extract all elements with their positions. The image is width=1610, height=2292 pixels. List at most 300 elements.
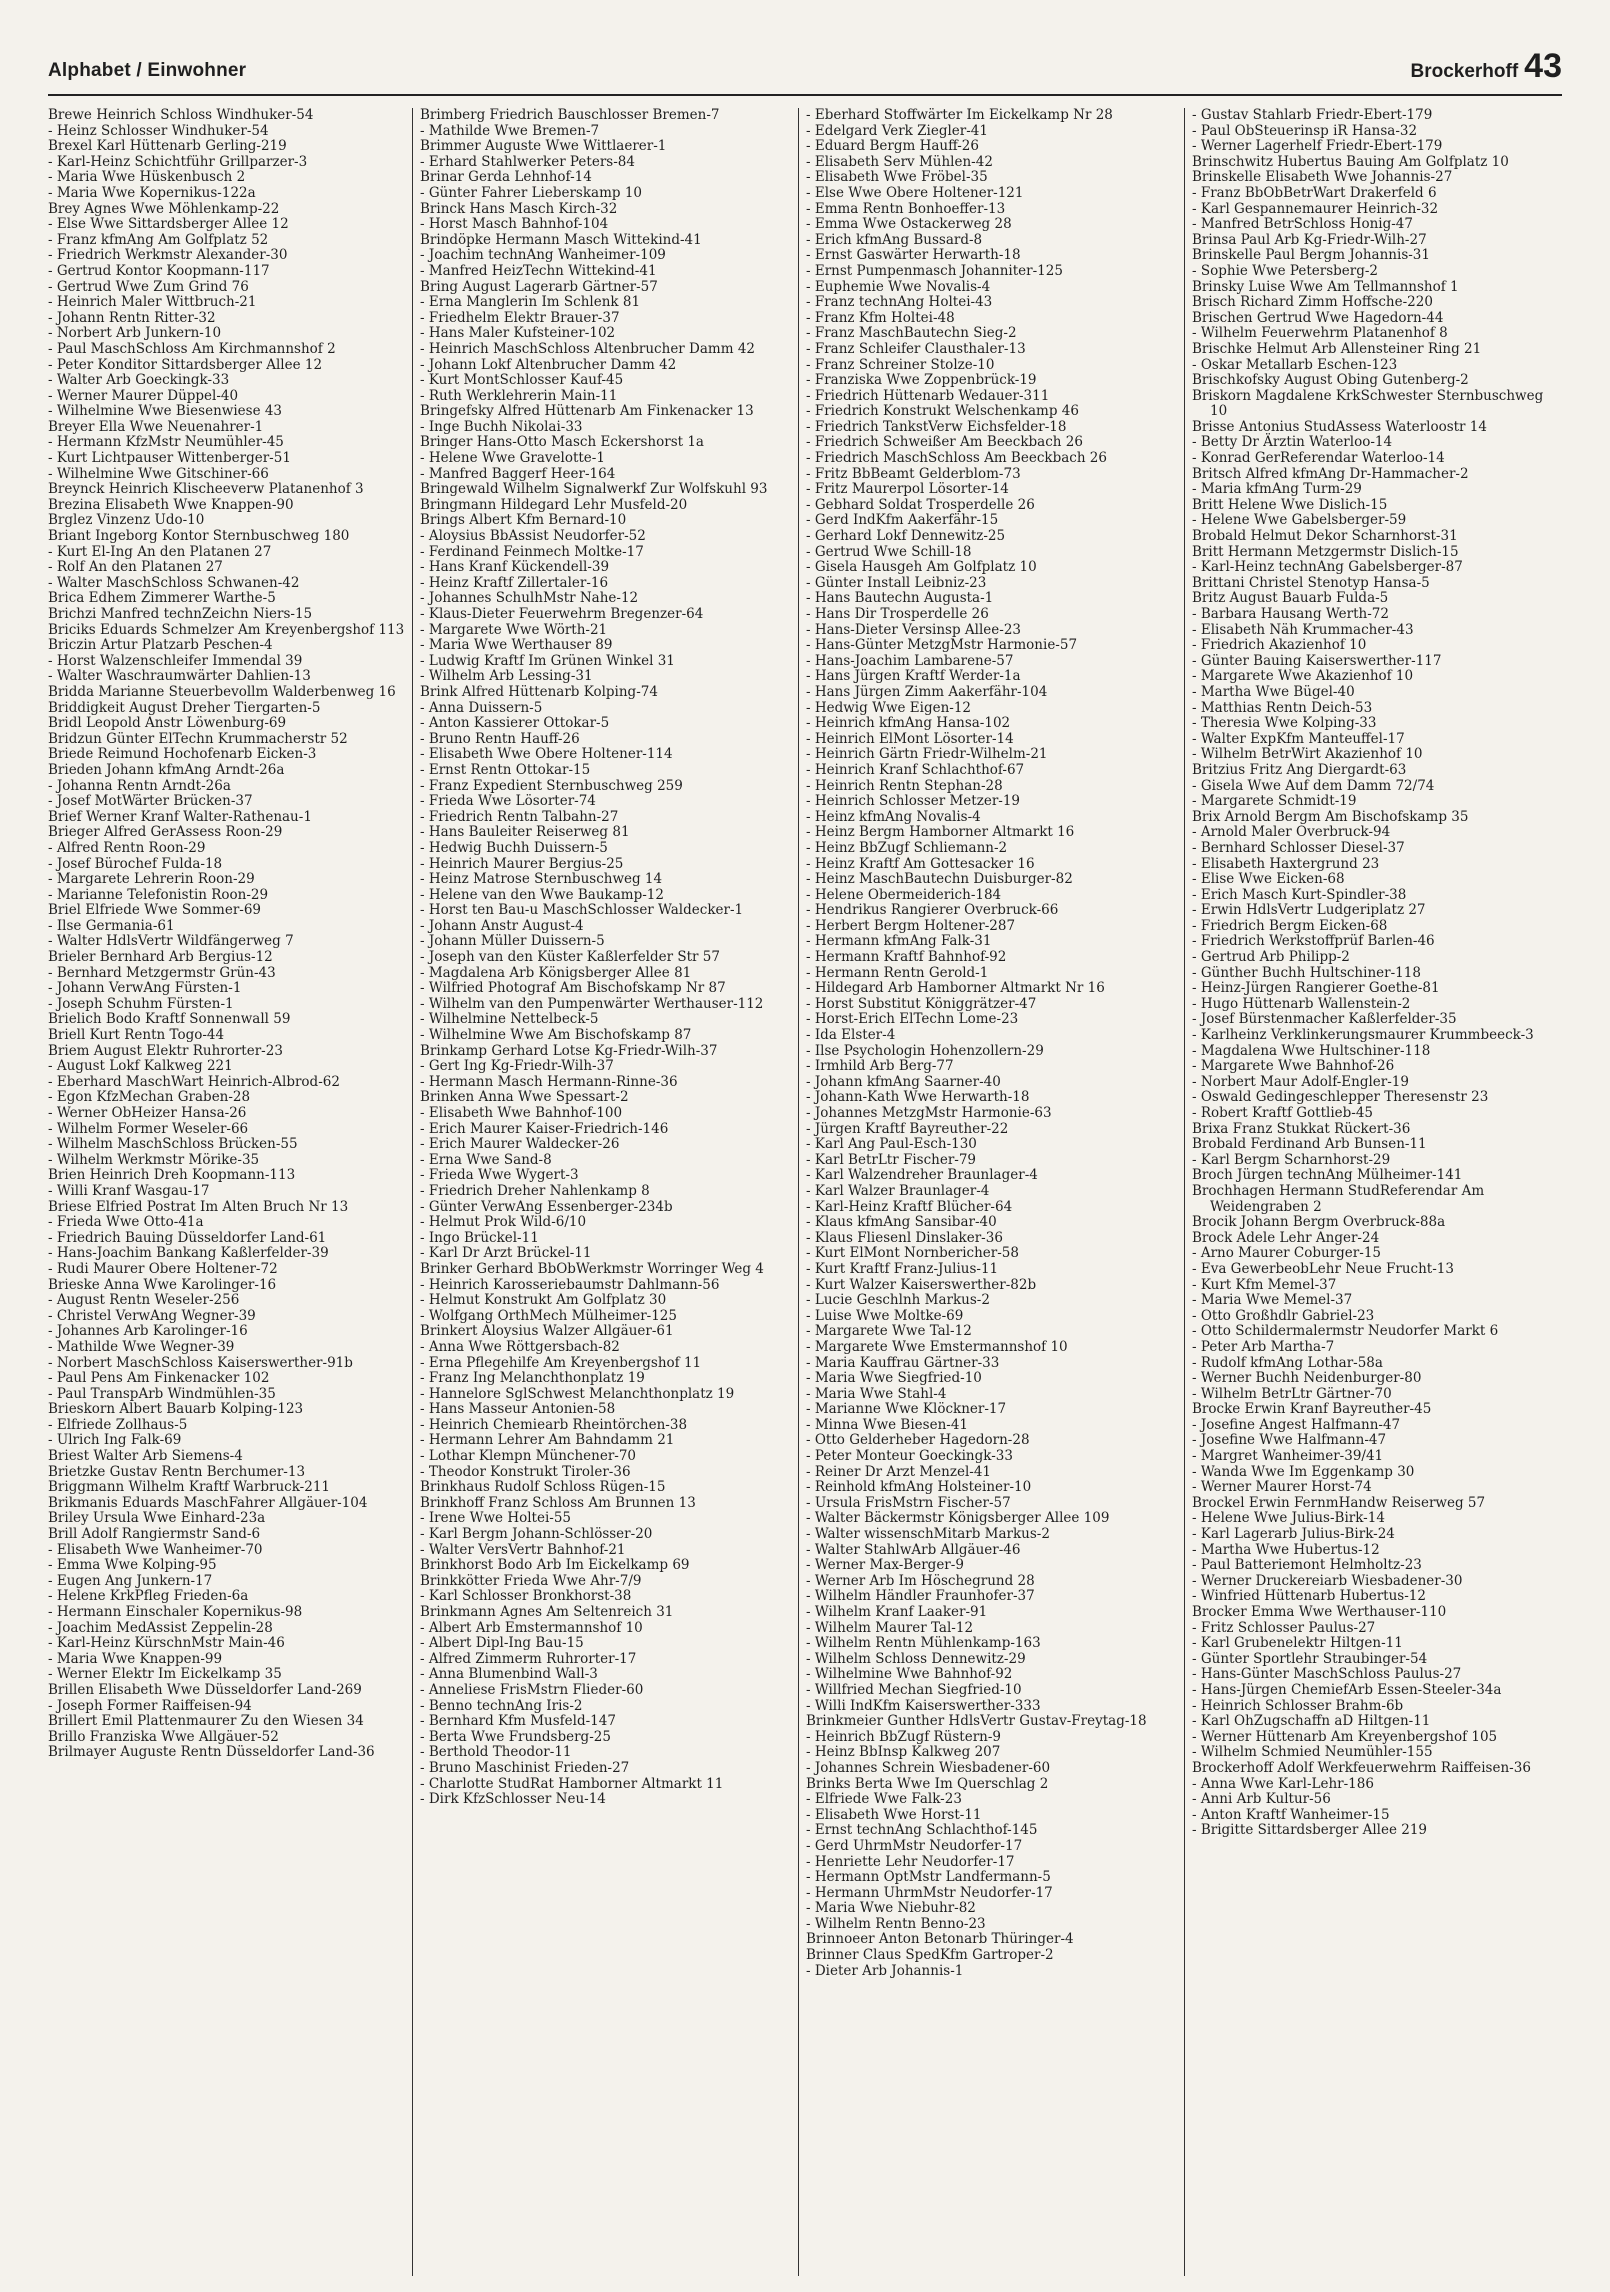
directory-entry: Brilmayer Auguste Rentn Düsseldorfer Land-36 xyxy=(48,1744,375,1761)
directory-entry: - Karl Lagerarb Julius-Birk-24 xyxy=(1192,1526,1395,1543)
directory-entry: Briel Elfriede Wwe Sommer-69 xyxy=(48,902,262,919)
directory-entry: - Günther Buchh Hultschiner-118 xyxy=(1192,964,1421,981)
directory-entry: - Bruno Maschinist Frieden-27 xyxy=(420,1759,630,1776)
directory-entry: - Karl OhZugschaffn aD Hiltgen-11 xyxy=(1192,1713,1431,1730)
directory-entry: - Johann-Kath Wwe Herwarth-18 xyxy=(806,1089,1030,1106)
directory-entry: Brillert Emil Plattenmaurer Zu den Wiesen 34 xyxy=(48,1713,364,1730)
directory-entry: - Hans-Joachim Lambarene-57 xyxy=(806,652,1014,669)
directory-entry: Briciks Eduards Schmelzer Am Kreyenbergshof 113 xyxy=(48,621,405,638)
directory-entry: - Erna Pflegehilfe Am Kreyenbergshof 11 xyxy=(420,1354,702,1371)
directory-entry: - Mathilde Wwe Bremen-7 xyxy=(420,122,600,139)
directory-entry: Brock Adele Lehr Anger-24 xyxy=(1192,1229,1380,1246)
directory-entry: - Gerd UhrmMstr Neudorfer-17 xyxy=(806,1837,1023,1854)
directory-entry: - Joseph van den Küster Kaßlerfelder Str 57 xyxy=(420,949,720,966)
directory-entry: - Friedrich MaschSchloss Am Beeckbach 26 xyxy=(806,450,1107,467)
directory-entry: - Margarete Wwe Wörth-21 xyxy=(420,621,608,638)
directory-entry: - Heinrich Gärtn Friedr-Wilhelm-21 xyxy=(806,746,1048,763)
directory-entry: - Else Wwe Obere Holtener-121 xyxy=(806,184,1024,201)
directory-entry: Brielich Bodo Kraftf Sonnenwall 59 xyxy=(48,1011,291,1028)
directory-entry: - Paul Batteriemont Helmholtz-23 xyxy=(1192,1557,1422,1574)
directory-entry: - Margarete Lehrerin Roon-29 xyxy=(48,871,255,888)
directory-entry: - Heinrich MaschSchloss Altenbrucher Damm 42 xyxy=(420,340,755,357)
directory-entry: - Rolf An den Platanen 27 xyxy=(48,559,223,576)
directory-entry: - Anton Kassierer Ottokar-5 xyxy=(420,715,610,732)
directory-entry: Briczin Artur Platzarb Peschen-4 xyxy=(48,637,273,654)
directory-entry: - Josef Bürstenmacher Kaßlerfelder-35 xyxy=(1192,1011,1457,1028)
directory-entry: - Maria kfmAng Turm-29 xyxy=(1192,481,1362,498)
directory-entry: - Johann Rentn Ritter-32 xyxy=(48,309,216,326)
directory-entry: - Eugen Ang Junkern-17 xyxy=(48,1572,213,1589)
directory-entry: - Werner Druckereiarb Wiesbadener-30 xyxy=(1192,1572,1463,1589)
directory-entry: Bringewald Wilhelm Signalwerkf Zur Wolfskuhl 93 xyxy=(420,481,768,498)
directory-entry: - Kurt Lichtpauser Wittenberger-51 xyxy=(48,450,291,467)
directory-entry: Brinkamp Gerhard Lotse Kg-Friedr-Wilh-37 xyxy=(420,1042,718,1059)
directory-entry: - Franz MaschBautechn Sieg-2 xyxy=(806,325,1017,342)
directory-entry: - Hugo Hüttenarb Wallenstein-2 xyxy=(1192,995,1411,1012)
directory-entry: - Heinrich kfmAng Hansa-102 xyxy=(806,715,1011,732)
directory-entry: - Benno technAng Iris-2 xyxy=(420,1697,583,1714)
directory-entry: Brittani Christel Stenotyp Hansa-5 xyxy=(1192,574,1430,591)
directory-entry: - Barbara Hausang Werth-72 xyxy=(1192,606,1389,622)
directory-entry: - Albert Arb Emstermannshof 10 xyxy=(420,1619,643,1636)
directory-entry: - Hermann KfzMstr Neumühler-45 xyxy=(48,434,284,451)
directory-entry: Brocke Erwin Kranf Bayreuther-45 xyxy=(1192,1401,1432,1418)
directory-entry: - Ilse Psychologin Hohenzollern-29 xyxy=(806,1042,1044,1059)
directory-entry: - Hans Maler Kufsteiner-102 xyxy=(420,325,616,342)
directory-entry: - Karl Bergm Scharnhorst-29 xyxy=(1192,1151,1391,1168)
directory-entry: - Walter HdlsVertr Wildfängerweg 7 xyxy=(48,933,294,950)
directory-entry: - Peter Arb Martha-7 xyxy=(1192,1338,1335,1355)
directory-entry: - Werner Lagerhelf Friedr-Ebert-179 xyxy=(1192,138,1443,155)
directory-entry: - Eberhard Stoffwärter Im Eickelkamp Nr 28 xyxy=(806,108,1113,123)
directory-entry: Brischen Gertrud Wwe Hagedorn-44 xyxy=(1192,309,1444,326)
directory-entry: - Heinz BbInsp Kalkweg 207 xyxy=(806,1744,1001,1761)
directory-entry: - Heinz Bergm Hamborner Altmarkt 16 xyxy=(806,824,1075,841)
directory-entry: Brobald Ferdinand Arb Bunsen-11 xyxy=(1192,1136,1427,1153)
directory-entry: - Martha Wwe Hubertus-12 xyxy=(1192,1541,1380,1558)
directory-entry: - Gisela Hausgeh Am Golfplatz 10 xyxy=(806,559,1037,576)
directory-entry: - Anna Wwe Karl-Lehr-186 xyxy=(1192,1775,1374,1792)
directory-entry: - Friedrich Schweißer Am Beeckbach 26 xyxy=(806,434,1083,451)
directory-entry: - Hermann kfmAng Falk-31 xyxy=(806,933,992,950)
directory-entry: - Betty Dr Ärztin Waterloo-14 xyxy=(1192,434,1393,451)
directory-entry: - Friedrich Akazienhof 10 xyxy=(1192,637,1367,654)
directory-entry: - Karl-Heinz KürschnMstr Main-46 xyxy=(48,1635,285,1652)
directory-entry: - Heinrich Schlosser Brahm-6b xyxy=(1192,1697,1404,1714)
directory-entry: - Wilhelm Werkmstr Mörike-35 xyxy=(48,1151,260,1168)
directory-entry: - Werner Maurer Horst-74 xyxy=(1192,1479,1372,1496)
directory-entry: - Walter MaschSchloss Schwanen-42 xyxy=(48,574,300,591)
column-divider xyxy=(1184,108,1185,2276)
directory-entry: Brocker Emma Wwe Werthauser-110 xyxy=(1192,1604,1447,1620)
directory-entry: - Otto Gelderheber Hagedorn-28 xyxy=(806,1432,1030,1449)
directory-entry: - Karl Schlosser Bronkhorst-38 xyxy=(420,1588,632,1605)
directory-entry: Brinker Gerhard BbObWerkmstr Worringer Weg 4 xyxy=(420,1260,764,1277)
directory-entry: - Elisabeth Haxtergrund 23 xyxy=(1192,855,1380,872)
directory-entry: - Franziska Wwe Zoppenbrück-19 xyxy=(806,372,1037,389)
directory-entry: - Erich Maurer Waldecker-26 xyxy=(420,1136,620,1153)
directory-entry: - Manfred HeizTechn Wittekind-41 xyxy=(420,262,657,279)
directory-entry: Bridl Leopold Anstr Löwenburg-69 xyxy=(48,715,287,732)
directory-entry: - Werner Arb Im Höschegrund 28 xyxy=(806,1572,1035,1589)
directory-entry: Brix Arnold Bergm Am Bischofskamp 35 xyxy=(1192,808,1469,825)
directory-entry: - Heinrich Chemiearb Rheintörchen-38 xyxy=(420,1416,688,1433)
directory-entry: - Helene Wwe Gabelsberger-59 xyxy=(1192,512,1407,529)
directory-entry: - Walter Bäckermstr Königsberger Allee 109 xyxy=(806,1510,1110,1527)
directory-entry: - Kurt Kraftf Franz-Julius-11 xyxy=(806,1260,999,1277)
directory-entry: - Joseph Former Raiffeisen-94 xyxy=(48,1697,252,1714)
directory-entry: - Horst Walzenschleifer Immendal 39 xyxy=(48,652,303,669)
directory-entry: - Gert Ing Kg-Friedr-Wilh-37 xyxy=(420,1058,614,1075)
directory-entry: Breyer Ella Wwe Neuenahrer-1 xyxy=(48,418,264,435)
directory-entry: - Friedrich Werkmstr Alexander-30 xyxy=(48,247,288,264)
directory-entry: - Gerhard Lokf Dennewitz-25 xyxy=(806,528,1006,545)
directory-entry: Brichzi Manfred technZeichn Niers-15 xyxy=(48,606,313,622)
directory-entry: - Franz BbObBetrWart Drakerfeld 6 xyxy=(1192,184,1437,201)
directory-entry: Brocik Johann Bergm Overbruck-88a xyxy=(1192,1214,1446,1231)
directory-entry: - Jürgen Kraftf Bayreuther-22 xyxy=(806,1120,1009,1137)
directory-entry: Brien Heinrich Dreh Koopmann-113 xyxy=(48,1167,296,1184)
directory-entry: - Johannes Schrein Wiesbadener-60 xyxy=(806,1759,1051,1776)
directory-entry: - Hans Dir Trosperdelle 26 xyxy=(806,606,989,622)
directory-entry: - Hans-Joachim Bankang Kaßlerfelder-39 xyxy=(48,1245,329,1262)
directory-entry: - Margarete Wwe Emstermannshof 10 xyxy=(806,1338,1068,1355)
directory-entry: - Berthold Theodor-11 xyxy=(420,1744,572,1761)
directory-entry: - Paul ObSteuerinsp iR Hansa-32 xyxy=(1192,122,1418,139)
directory-entry: - Norbert MaschSchloss Kaiserswerther-91b xyxy=(48,1354,353,1371)
directory-entry: - Inge Buchh Nikolai-33 xyxy=(420,418,583,435)
directory-entry: - Karl Gespannemaurer Heinrich-32 xyxy=(1192,200,1439,217)
directory-entry: - Hedwig Wwe Eigen-12 xyxy=(806,699,972,716)
directory-entry: - Alfred Rentn Roon-29 xyxy=(48,839,206,856)
directory-entry: - Anni Arb Kultur-56 xyxy=(1192,1791,1331,1808)
directory-entry: Brobald Helmut Dekor Scharnhorst-31 xyxy=(1192,528,1458,545)
directory-entry: Brockerhoff Adolf Werkfeuerwehrm Raiffeisen-36 xyxy=(1192,1759,1531,1776)
directory-entry: - Gisela Wwe Auf dem Damm 72/74 xyxy=(1192,777,1435,794)
directory-entry: - Oswald Gedingeschlepper Theresenstr 23 xyxy=(1192,1089,1489,1106)
directory-entry: Briest Walter Arb Siemens-4 xyxy=(48,1448,243,1465)
directory-entry: - Hans-Dieter Versinsp Allee-23 xyxy=(806,621,1022,638)
directory-entry: - Kurt El-Ing An den Platanen 27 xyxy=(48,543,272,560)
directory-entry: Brglez Vinzenz Udo-10 xyxy=(48,512,205,529)
directory-entry: - Heinz-Jürgen Rangierer Goethe-81 xyxy=(1192,980,1440,997)
directory-entry: - Reinhold kfmAng Holsteiner-10 xyxy=(806,1479,1032,1496)
directory-entry: - Helmut Prok Wild-6/10 xyxy=(420,1214,587,1231)
directory-entry: - Heinrich Maler Wittbruch-21 xyxy=(48,294,257,311)
directory-entry: - Eva GewerbeobLehr Neue Frucht-13 xyxy=(1192,1260,1454,1277)
directory-entry: - Wilhelm BetrWirt Akazienhof 10 xyxy=(1192,746,1423,763)
directory-entry: - Wilhelmine Wwe Bahnhof-92 xyxy=(806,1666,1013,1683)
directory-entry: - August Lokf Kalkweg 221 xyxy=(48,1058,233,1075)
directory-entry: - Bernhard Schlosser Diesel-37 xyxy=(1192,839,1405,856)
directory-entry: - Aloysius BbAssist Neudorfer-52 xyxy=(420,528,646,545)
column-3 xyxy=(806,108,1176,2276)
directory-entry: - Walter ExpKfm Manteuffel-17 xyxy=(1192,730,1405,747)
directory-entry: - Maria Wwe Siegfried-10 xyxy=(806,1370,982,1387)
directory-entry: Brinkhorst Bodo Arb Im Eickelkamp 69 xyxy=(420,1557,690,1574)
directory-entry: - Josefine Angest Halfmann-47 xyxy=(1192,1416,1401,1433)
directory-entry: - Johann Müller Duissern-5 xyxy=(420,933,605,950)
directory-entry: - Horst Substitut Königgrätzer-47 xyxy=(806,995,1037,1012)
directory-entry: - Heinz BbZugf Schliemann-2 xyxy=(806,839,1008,856)
directory-entry: - Rudolf kfmAng Lothar-58a xyxy=(1192,1354,1383,1371)
directory-entry: Brieske Anna Wwe Karolinger-16 xyxy=(48,1276,277,1293)
directory-entry: - Karl Dr Arzt Brückel-11 xyxy=(420,1245,592,1262)
directory-entry: - Martha Wwe Bügel-40 xyxy=(1192,683,1355,700)
directory-entry: - Erhard Stahlwerker Peters-84 xyxy=(420,153,635,170)
directory-entry: - Hans Kranf Kückendell-39 xyxy=(420,559,610,576)
directory-entry: - Anna Duissern-5 xyxy=(420,699,543,716)
directory-entry: Brinkhoff Franz Schloss Am Brunnen 13 xyxy=(420,1494,696,1511)
directory-entry: - Robert Kraftf Gottlieb-45 xyxy=(1192,1105,1374,1121)
directory-entry: - Hermann Rentn Gerold-1 xyxy=(806,964,989,981)
directory-entry: - Wilhelm Schloss Dennewitz-29 xyxy=(806,1650,1026,1667)
directory-entry: - Karl Walzendreher Braunlager-4 xyxy=(806,1167,1038,1184)
directory-entry: - Margret Wanheimer-39/41 xyxy=(1192,1448,1384,1465)
directory-entry: - Fritz Maurerpol Lösorter-14 xyxy=(806,481,1009,498)
directory-entry: Brings Albert Kfm Bernard-10 xyxy=(420,512,627,529)
directory-entry: - Arno Maurer Coburger-15 xyxy=(1192,1245,1381,1262)
directory-entry: - Friedrich Werkstoffprüf Barlen-46 xyxy=(1192,933,1435,950)
directory-entry: Brill Adolf Rangiermstr Sand-6 xyxy=(48,1526,261,1543)
directory-entry: - Friedrich Dreher Nahlenkamp 8 xyxy=(420,1182,650,1199)
directory-entry: - Paul MaschSchloss Am Kirchmannshof 2 xyxy=(48,340,336,357)
directory-entry: - Anneliese FrisMstrn Flieder-60 xyxy=(420,1681,644,1698)
directory-entry: Brietzke Gustav Rentn Berchumer-13 xyxy=(48,1463,306,1480)
directory-entry: - Günter Sportlehr Straubinger-54 xyxy=(1192,1650,1428,1667)
directory-entry: - Margarete Wwe Tal-12 xyxy=(806,1323,972,1340)
directory-entry: - Helene Obermeiderich-184 xyxy=(806,886,1002,903)
directory-entry: - Gerd IndKfm Aakerfähr-15 xyxy=(806,512,999,529)
directory-entry: - Hans Bauleiter Reiserweg 81 xyxy=(420,824,630,841)
directory-entry: - Johannes MetzgMstr Harmonie-63 xyxy=(806,1105,1052,1121)
section-title: Alphabet / Einwohner xyxy=(48,60,247,81)
directory-entry: - Wilhelmine Wwe Gitschiner-66 xyxy=(48,465,269,482)
directory-entry: - Walter Waschraumwärter Dahlien-13 xyxy=(48,668,311,685)
directory-entry: - Elfriede Wwe Falk-23 xyxy=(806,1791,962,1808)
column-4 xyxy=(1192,108,1562,2276)
directory-entry: - Ida Elster-4 xyxy=(806,1027,896,1044)
directory-entry: - Bruno Rentn Hauff-26 xyxy=(420,730,580,747)
directory-entry: - Ulrich Ing Falk-69 xyxy=(48,1432,182,1449)
directory-entry: - Erna Wwe Sand-8 xyxy=(420,1151,552,1168)
directory-entry: - Ludwig Kraftf Im Grünen Winkel 31 xyxy=(420,652,675,669)
directory-entry: Brochhagen Hermann StudReferendar Am Weidengraben 2 xyxy=(1192,1182,1485,1215)
directory-entry: - Eberhard MaschWart Heinrich-Albrod-62 xyxy=(48,1073,340,1090)
directory-entry: - Joseph Schuhm Fürsten-1 xyxy=(48,995,234,1012)
directory-entry: - Hedwig Buchh Duissern-5 xyxy=(420,839,608,856)
directory-entry: - Willfried Mechan Siegfried-10 xyxy=(806,1681,1022,1698)
directory-entry: - Theodor Konstrukt Tiroler-36 xyxy=(420,1463,631,1480)
directory-entry: - Werner ObHeizer Hansa-26 xyxy=(48,1105,247,1121)
directory-entry: Briem August Elektr Ruhrorter-23 xyxy=(48,1042,283,1059)
directory-entry: - Walter VersVertr Bahnhof-21 xyxy=(420,1541,626,1558)
directory-entry: - Johanna Rentn Arndt-26a xyxy=(48,777,231,794)
directory-entry: - Erich Maurer Kaiser-Friedrich-146 xyxy=(420,1120,669,1137)
directory-entry: - Karlheinz Verklinkerungsmaurer Krummbeeck-3 xyxy=(1192,1027,1534,1044)
directory-columns xyxy=(48,108,1562,2276)
directory-entry: - Elisabeth Serv Mühlen-42 xyxy=(806,153,993,170)
directory-entry: - Werner Elektr Im Eickelkamp 35 xyxy=(48,1666,282,1683)
directory-entry: - Erwin HdlsVertr Ludgeriplatz 27 xyxy=(1192,902,1426,919)
directory-entry: - Charlotte StudRat Hamborner Altmarkt 11 xyxy=(420,1775,724,1792)
directory-entry: - Oskar Metallarb Eschen-123 xyxy=(1192,356,1398,373)
directory-entry: - Karl Bergm Johann-Schlösser-20 xyxy=(420,1526,653,1543)
directory-entry: - Wilhelmine Wwe Biesenwiese 43 xyxy=(48,403,283,420)
directory-entry: - Horst ten Bau-u MaschSchlosser Waldecker-1 xyxy=(420,902,744,919)
directory-entry: - Heinrich ElMont Lösorter-14 xyxy=(806,730,1014,747)
directory-entry: - Helene van den Wwe Baukamp-12 xyxy=(420,886,664,903)
directory-entry: - Johannes SchulhMstr Nahe-12 xyxy=(420,590,639,607)
directory-entry: Bringer Hans-Otto Masch Eckershorst 1a xyxy=(420,434,704,451)
directory-entry: - Erna Manglerin Im Schlenk 81 xyxy=(420,294,641,311)
directory-entry: - Matthias Rentn Deich-53 xyxy=(1192,699,1373,716)
directory-entry: Brinar Gerda Lehnhof-14 xyxy=(420,169,592,186)
directory-entry: - Reiner Dr Arzt Menzel-41 xyxy=(806,1463,992,1480)
directory-entry: - Albert Dipl-Ing Bau-15 xyxy=(420,1635,584,1652)
directory-entry: - Winfried Hüttenarb Hubertus-12 xyxy=(1192,1588,1426,1605)
directory-entry: - Arnold Maler Overbruck-94 xyxy=(1192,824,1391,841)
directory-entry: - Werner Buchh Neidenburger-80 xyxy=(1192,1370,1422,1387)
directory-entry: - Ingo Brückel-11 xyxy=(420,1229,539,1246)
directory-entry: - Helene Wwe Julius-Birk-14 xyxy=(1192,1510,1385,1527)
directory-entry: - Franz Ing Melanchthonplatz 19 xyxy=(420,1370,645,1387)
directory-entry: - Magdalena Wwe Hultschiner-118 xyxy=(1192,1042,1431,1059)
directory-entry: - Hans-Jürgen ChemiefArb Essen-Steeler-34a xyxy=(1192,1681,1502,1698)
directory-entry: Brimmer Auguste Wwe Wittlaerer-1 xyxy=(420,138,667,155)
directory-entry: - Franz kfmAng Am Golfplatz 52 xyxy=(48,231,269,248)
directory-entry: - Wilhelm Rentn Mühlenkamp-163 xyxy=(806,1635,1041,1652)
directory-entry: Brieler Bernhard Arb Bergius-12 xyxy=(48,949,273,966)
directory-entry: - Peter Konditor Sittardsberger Allee 12 xyxy=(48,356,323,373)
directory-entry: - Ruth Werklehrerin Main-11 xyxy=(420,387,618,404)
directory-entry: Brisse Antonius StudAssess Waterloostr 14 xyxy=(1192,418,1487,435)
directory-entry: - Wilhelm MaschSchloss Brücken-55 xyxy=(48,1136,298,1153)
directory-entry: - Heinz Kraftf Zillertaler-16 xyxy=(420,574,609,591)
page-header xyxy=(48,46,1562,88)
directory-entry: - Helene Wwe Gravelotte-1 xyxy=(420,450,605,467)
directory-entry: - Wilhelm Former Weseler-66 xyxy=(48,1120,249,1137)
directory-entry: - Fritz BbBeamt Gelderblom-73 xyxy=(806,465,1021,482)
directory-entry: Brischkofsky August Obing Gutenberg-2 xyxy=(1192,372,1469,389)
column-2 xyxy=(420,108,790,2276)
directory-entry: - Willi Kranf Wasgau-17 xyxy=(48,1182,210,1199)
directory-entry: Brinken Anna Wwe Spessart-2 xyxy=(420,1089,629,1106)
directory-entry: Brinkhaus Rudolf Schloss Rügen-15 xyxy=(420,1479,666,1496)
directory-entry: - Margarete Schmidt-19 xyxy=(1192,793,1357,810)
directory-entry: - Irene Wwe Holtei-55 xyxy=(420,1510,572,1527)
directory-entry: - Horst-Erich ElTechn Lome-23 xyxy=(806,1011,1019,1028)
directory-entry: - Maria Wwe Stahl-4 xyxy=(806,1385,947,1402)
directory-entry: Brexel Karl Hüttenarb Gerling-219 xyxy=(48,138,287,155)
directory-entry: Brinsa Paul Arb Kg-Friedr-Wilh-27 xyxy=(1192,231,1427,248)
directory-entry: - Mathilde Wwe Wegner-39 xyxy=(48,1338,235,1355)
directory-entry: - Peter Monteur Goeckingk-33 xyxy=(806,1448,1013,1465)
directory-entry: - Elisabeth Näh Krummacher-43 xyxy=(1192,621,1414,638)
directory-entry: - Johannes Arb Karolinger-16 xyxy=(48,1323,248,1340)
directory-entry: Brischke Helmut Arb Allensteiner Ring 21 xyxy=(1192,340,1482,357)
directory-entry: Briant Ingeborg Kontor Sternbuschweg 180 xyxy=(48,528,350,545)
column-divider xyxy=(798,108,799,2276)
directory-entry: - Horst Masch Bahnhof-104 xyxy=(420,216,609,233)
directory-entry: - Wilhelm Händler Fraunhofer-37 xyxy=(806,1588,1035,1605)
directory-entry: - Josef Bürochef Fulda-18 xyxy=(48,855,223,872)
directory-entry: - Klaus-Dieter Feuerwehrm Bregenzer-64 xyxy=(420,606,704,622)
directory-entry: Brinck Hans Masch Kirch-32 xyxy=(420,200,618,217)
directory-entry: Bringmann Hildegard Lehr Musfeld-20 xyxy=(420,496,688,513)
directory-entry: Brinschwitz Hubertus Bauing Am Golfplatz 10 xyxy=(1192,153,1509,170)
page-number: 43 xyxy=(1524,47,1562,85)
directory-entry: - Elise Wwe Eicken-68 xyxy=(1192,871,1345,888)
directory-entry: - Maria Wwe Niebuhr-82 xyxy=(806,1900,976,1917)
directory-entry: Brillen Elisabeth Wwe Düsseldorfer Land-269 xyxy=(48,1681,362,1698)
directory-entry: - Hildegard Arb Hamborner Altmarkt Nr 16 xyxy=(806,980,1105,997)
directory-entry: Brinnoeer Anton Betonarb Thüringer-4 xyxy=(806,1931,1074,1948)
directory-entry: - Manfred BetrSchloss Honig-47 xyxy=(1192,216,1413,233)
directory-entry: - Wilhelm Rentn Benno-23 xyxy=(806,1915,986,1932)
directory-entry: - Henriette Lehr Neudorfer-17 xyxy=(806,1853,1015,1870)
directory-entry: - Ernst technAng Schlachthof-145 xyxy=(806,1822,1038,1839)
directory-entry: - Hermann Lehrer Am Bahndamm 21 xyxy=(420,1432,675,1449)
directory-entry: - Euphemie Wwe Novalis-4 xyxy=(806,278,991,295)
directory-entry: - Anna Blumenbind Wall-3 xyxy=(420,1666,598,1683)
directory-entry: Brinskelle Elisabeth Wwe Johannis-27 xyxy=(1192,169,1453,186)
directory-entry: Brief Werner Kranf Walter-Rathenau-1 xyxy=(48,808,312,825)
directory-entry: - Heinrich Schlosser Metzer-19 xyxy=(806,793,1021,810)
directory-entry: - Ilse Germania-61 xyxy=(48,917,175,934)
directory-entry: Bring August Lagerarb Gärtner-57 xyxy=(420,278,658,295)
directory-entry: - Karl Ang Paul-Esch-130 xyxy=(806,1136,977,1153)
directory-entry: - Johann kfmAng Saarner-40 xyxy=(806,1073,1001,1090)
directory-entry: - Ferdinand Feinmech Moltke-17 xyxy=(420,543,644,560)
directory-entry: - Brigitte Sittardsberger Allee 219 xyxy=(1192,1822,1428,1839)
directory-entry: - Emma Rentn Bonhoeffer-13 xyxy=(806,200,1006,217)
directory-entry: - Karl-Heinz Schichtführ Grillparzer-3 xyxy=(48,153,308,170)
directory-entry: - Elisabeth Wwe Fröbel-35 xyxy=(806,169,988,186)
directory-entry: - Wilhelm van den Pumpenwärter Werthauser-112 xyxy=(420,995,764,1012)
directory-entry: Briddigkeit August Dreher Tiergarten-5 xyxy=(48,699,321,716)
directory-entry: - Joachim MedAssist Zeppelin-28 xyxy=(48,1619,273,1636)
directory-entry: - Wilhelmine Wwe Am Bischofskamp 87 xyxy=(420,1027,692,1044)
directory-entry: Brey Agnes Wwe Möhlenkamp-22 xyxy=(48,200,280,217)
directory-entry: - Wilhelm Kranf Laaker-91 xyxy=(806,1604,988,1620)
directory-entry: - Karl BetrLtr Fischer-79 xyxy=(806,1151,977,1168)
directory-entry: - Erich kfmAng Bussard-8 xyxy=(806,231,983,248)
directory-entry: Briggmann Wilhelm Kraftf Warbruck-211 xyxy=(48,1479,330,1496)
directory-entry: - Hans-Günter MaschSchloss Paulus-27 xyxy=(1192,1666,1462,1683)
directory-entry: - Karl-Heinz Kraftf Blücher-64 xyxy=(806,1198,1013,1215)
directory-entry: - Lothar Klempn Münchener-70 xyxy=(420,1448,637,1465)
directory-entry: - Dieter Arb Johannis-1 xyxy=(806,1962,964,1979)
directory-entry: Brockel Erwin FernmHandw Reiserweg 57 xyxy=(1192,1494,1486,1511)
directory-entry: - Maria Wwe Memel-37 xyxy=(1192,1292,1353,1309)
directory-entry: - Hans Masseur Antonien-58 xyxy=(420,1401,616,1418)
directory-entry: - Wilhelm Feuerwehrm Platanenhof 8 xyxy=(1192,325,1448,342)
directory-entry: - Rudi Maurer Obere Holtener-72 xyxy=(48,1260,278,1277)
running-head xyxy=(1410,47,1562,86)
directory-entry: - Karl Grubenelektr Hiltgen-11 xyxy=(1192,1635,1403,1652)
directory-entry: - Heinrich Maurer Bergius-25 xyxy=(420,855,624,872)
directory-entry: - Gustav Stahlarb Friedr-Ebert-179 xyxy=(1192,108,1433,123)
directory-entry: - Friedrich TankstVerw Eichsfelder-18 xyxy=(806,418,1067,435)
directory-entry: - Dirk KfzSchlosser Neu-14 xyxy=(420,1791,606,1808)
directory-entry: Brica Edhem Zimmerer Warthe-5 xyxy=(48,590,276,607)
directory-entry: - Norbert Maur Adolf-Engler-19 xyxy=(1192,1073,1409,1090)
directory-entry: Brikmanis Eduards MaschFahrer Allgäuer-104 xyxy=(48,1494,368,1511)
directory-entry: - Friedrich Konstrukt Welschenkamp 46 xyxy=(806,403,1079,420)
directory-entry: - Hannelore SglSchwest Melanchthonplatz 19 xyxy=(420,1385,735,1402)
directory-entry: - Friedhelm Elektr Brauer-37 xyxy=(420,309,620,326)
